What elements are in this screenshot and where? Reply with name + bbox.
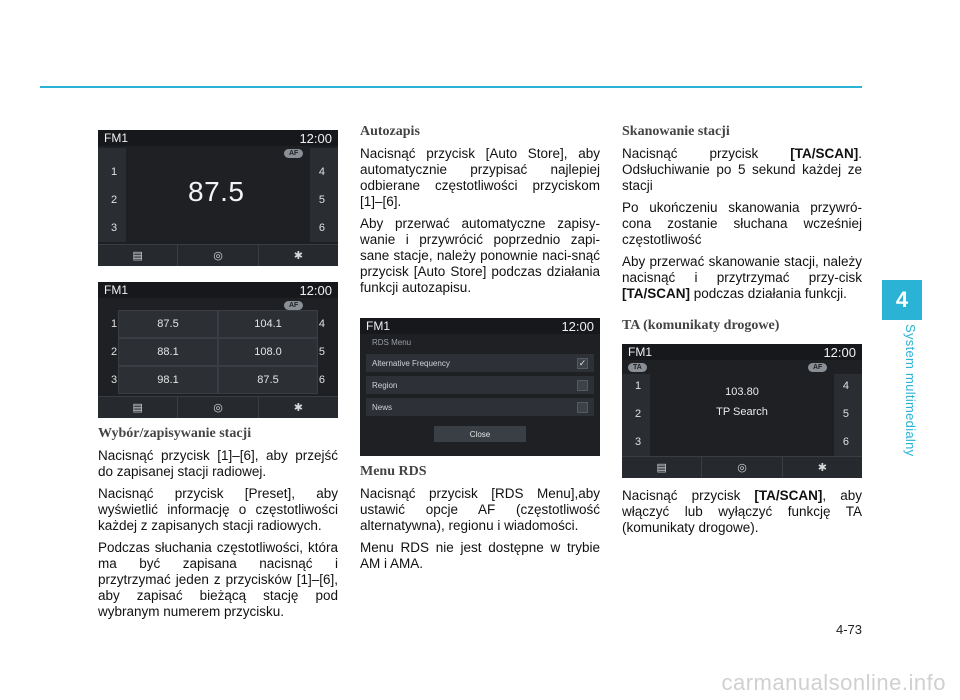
- clock: 12:00: [561, 318, 594, 334]
- close-button[interactable]: Close: [434, 426, 526, 442]
- button-ref: [TA/SCAN]: [622, 286, 690, 301]
- radio-screen-presets: [98, 282, 338, 418]
- menu-title: RDS Menu: [372, 338, 412, 347]
- screen-header: [98, 282, 338, 298]
- check-icon[interactable]: ✓: [578, 357, 587, 368]
- column-3: [622, 120, 862, 542]
- frequency-display: 87.5: [188, 176, 245, 207]
- chapter-label: System multimedialny: [903, 324, 918, 457]
- screen-toolbar: [622, 456, 862, 478]
- af-badge[interactable]: AF: [808, 363, 827, 372]
- rds-menu-screen: [360, 318, 600, 456]
- preset-5[interactable]: 5: [842, 408, 849, 420]
- band-label: FM1: [104, 131, 128, 145]
- checkbox[interactable]: [577, 380, 588, 391]
- checkbox[interactable]: [577, 402, 588, 413]
- tp-search-status: TP Search: [716, 406, 768, 418]
- clock: 12:00: [299, 282, 332, 298]
- preset-num-5: 5: [318, 346, 325, 358]
- preset-button-1[interactable]: 87.5: [118, 310, 218, 338]
- paragraph: Nacisnąć przycisk [Auto Store], aby automatycznie przypisać najlepiej odbierane częstotliwości przyciskom [1]–[6].: [360, 146, 600, 209]
- top-rule: [40, 86, 862, 88]
- screen-toolbar: [98, 396, 338, 418]
- menu-item-region[interactable]: [366, 376, 594, 394]
- paragraph: Aby przerwać automatyczne zapisy-wanie i przywrócić poprzednio zapi-sane stacje, należy ponownie naci-snąć przycisk [Auto Store] podczas działania funkcji autozapisu.: [360, 216, 600, 295]
- preset-1[interactable]: 1: [635, 380, 642, 392]
- watermark: carmanualsonline.info: [721, 670, 946, 695]
- preset-2[interactable]: 2: [111, 194, 118, 206]
- list-icon[interactable]: ▤: [622, 457, 702, 478]
- radio-icon[interactable]: ◎: [702, 457, 782, 478]
- paragraph: Nacisnąć przycisk [Preset], aby wyświetlić informację o częstotliwości każdej z zapisanych stacji radiowych.: [98, 486, 338, 533]
- gear-icon[interactable]: ✱: [293, 402, 303, 414]
- screen-header: [622, 344, 862, 360]
- band-label: FM1: [104, 283, 128, 297]
- preset-num-4: 4: [318, 318, 325, 330]
- preset-button-4[interactable]: 104.1: [218, 310, 318, 338]
- af-badge[interactable]: AF: [284, 301, 303, 310]
- preset-button-6[interactable]: 87.5: [218, 366, 318, 394]
- preset-num-2: 2: [111, 346, 118, 358]
- menu-item-alternative-frequency[interactable]: [366, 354, 594, 372]
- radio-icon[interactable]: ◎: [178, 245, 258, 266]
- preset-4[interactable]: 4: [318, 166, 325, 178]
- paragraph: Po ukończeniu skanowania przywró-cona zostanie słuchana wcześniej częstotliwość: [622, 200, 862, 247]
- column-2: [360, 120, 600, 578]
- band-label: FM1: [628, 345, 652, 359]
- preset-button-3[interactable]: 98.1: [118, 366, 218, 394]
- ta-badge[interactable]: TA: [628, 363, 647, 372]
- menu-item-label: Alternative Frequency: [372, 358, 450, 368]
- paragraph: Menu RDS nie jest dostępne w trybie AM i AMA.: [360, 540, 600, 571]
- paragraph: Podczas słuchania częstotliwości, która ma być zapisana nacisnąć i przytrzymać jeden z przycisków [1]–[6], aby zapisać bieżącą stację pod wybranym numerem przycisku.: [98, 540, 338, 619]
- preset-6[interactable]: 6: [318, 222, 325, 234]
- paragraph: Nacisnąć przycisk [RDS Menu],aby ustawić opcje AF (częstotliwość alternatywna), regionu i wiadomości.: [360, 486, 600, 533]
- radio-screen-main: [98, 130, 338, 266]
- section-heading: Autozapis: [360, 124, 420, 139]
- preset-num-6: 6: [318, 374, 325, 386]
- list-icon[interactable]: ▤: [98, 397, 178, 418]
- clock: 12:00: [823, 344, 856, 360]
- radio-icon[interactable]: ◎: [178, 397, 258, 418]
- preset-3[interactable]: 3: [111, 222, 118, 234]
- screen-header: [360, 318, 600, 334]
- paragraph: Nacisnąć przycisk [1]–[6], aby przejść do zapisanej stacji radiowej.: [98, 448, 338, 479]
- paragraph: Nacisnąć przycisk [TA/SCAN], aby włączyć lub wyłączyć funkcję TA (komunikaty drogowe).: [622, 488, 862, 535]
- screen-toolbar: [98, 244, 338, 266]
- preset-button-2[interactable]: 88.1: [118, 338, 218, 366]
- page-number: 4-73: [835, 622, 862, 637]
- frequency-display: 103.80: [725, 386, 759, 398]
- button-ref: [TA/SCAN]: [790, 146, 859, 161]
- section-heading: Wybór/zapisywanie stacji: [98, 426, 252, 441]
- band-label: FM1: [366, 319, 390, 333]
- column-1: [98, 120, 338, 626]
- section-heading: Skanowanie stacji: [622, 124, 730, 139]
- af-badge[interactable]: AF: [284, 149, 303, 158]
- gear-icon[interactable]: ✱: [817, 462, 827, 474]
- preset-button-5[interactable]: 108.0: [218, 338, 318, 366]
- menu-item-label: Region: [372, 380, 398, 390]
- preset-1[interactable]: 1: [111, 166, 118, 178]
- preset-4[interactable]: 4: [842, 380, 849, 392]
- ta-screen: [622, 344, 862, 478]
- chapter-tab: 4: [882, 280, 922, 320]
- preset-num-1: 1: [111, 318, 118, 330]
- preset-2[interactable]: 2: [635, 408, 642, 420]
- preset-3[interactable]: 3: [635, 436, 642, 448]
- section-heading: TA (komunikaty drogowe): [622, 318, 780, 333]
- list-icon[interactable]: ▤: [98, 245, 178, 266]
- paragraph: Aby przerwać skanowanie stacji, należy nacisnąć i przytrzymać przy-cisk [TA/SCAN] podczas działania funkcji.: [622, 254, 862, 301]
- preset-5[interactable]: 5: [318, 194, 325, 206]
- section-heading: Menu RDS: [360, 464, 427, 479]
- menu-item-news[interactable]: [366, 398, 594, 416]
- gear-icon[interactable]: ✱: [293, 250, 303, 262]
- preset-num-3: 3: [111, 374, 118, 386]
- screen-header: [98, 130, 338, 146]
- clock: 12:00: [299, 130, 332, 146]
- paragraph: Nacisnąć przycisk [TA/SCAN]. Odsłuchiwanie po 5 sekund każdej ze stacji: [622, 146, 862, 193]
- button-ref: [TA/SCAN]: [754, 488, 823, 503]
- preset-6[interactable]: 6: [842, 436, 849, 448]
- menu-item-label: News: [372, 402, 393, 412]
